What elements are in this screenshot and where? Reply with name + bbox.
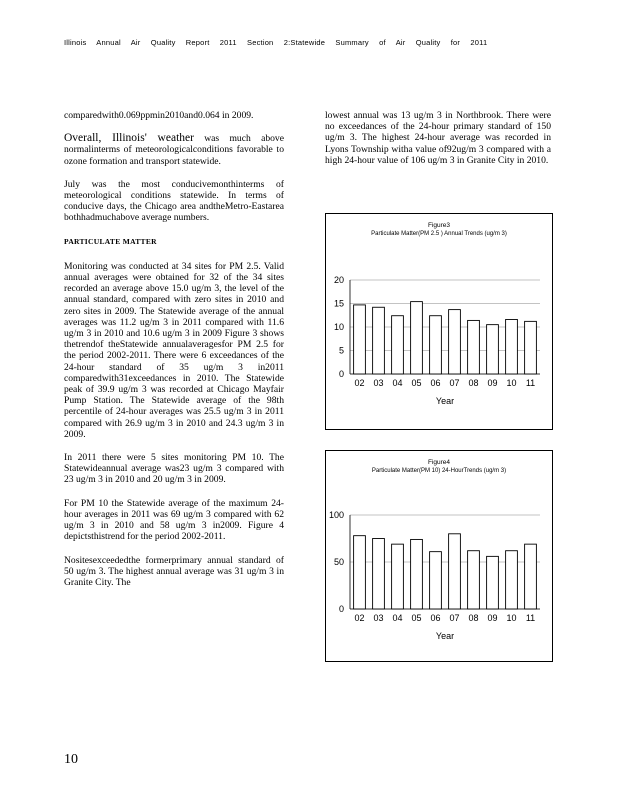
bar [506, 551, 518, 609]
bar [449, 310, 461, 374]
figure-4-subtitle: Particulate Matter(PM 10) 24-HourTrends (ug/m 3) [371, 468, 507, 474]
x-tick-label: 05 [411, 613, 422, 623]
paragraph-former-standard: Nositesexceededthe formerprimary annual standard of 50 ug/m 3. The highest annual average was 31 ug/m 3 in Granite City. The [64, 554, 284, 588]
overall-lead-text: Overall, Illinois' weather [64, 132, 194, 145]
bar [392, 316, 404, 374]
x-tick-label: 07 [449, 378, 460, 388]
bar [430, 316, 442, 374]
paragraph-pm10-continued: lowest annual was 13 ug/m 3 in Northbrook. There were no exceedances of the 24-hour primary standard of 150 ug/m 3. The highest 24-hour average was recorded in Lyons Township witha value of92ug/m 3 compared with a high 24-hour value of 106 ug/m 3 in Granite City in 2010. [325, 110, 551, 166]
y-tick-label: 0 [338, 604, 344, 614]
x-tick-label: 04 [392, 378, 403, 388]
x-tick-label: 02 [354, 613, 365, 623]
paragraph-pm10-sites: In 2011 there were 5 sites monitoring PM 10. The Statewideannual average was23 ug/m 3 compared with 23 ug/m 3 in 2010 and 20 ug/m 3 in 2009. [64, 452, 284, 486]
y-tick-label: 5 [338, 345, 344, 356]
bar [354, 305, 366, 374]
left-column [64, 110, 284, 600]
x-tick-label: 09 [487, 613, 498, 623]
y-tick-label: 100 [328, 510, 344, 520]
bar [411, 539, 423, 609]
bar [392, 544, 404, 609]
paragraph-pm10-maximum: For PM 10 the Statewide average of the maximum 24-hour averages in 2011 was 69 ug/m 3 compared with 62 ug/m 3 in 2010 and 58 ug/m 3 in2009. Figure 4 depictsthistrend for the period 2002-2011. [64, 497, 284, 543]
x-tick-label: 04 [392, 613, 403, 623]
paragraph-ozone-comparison: comparedwith0.069ppmin2010and0.064 in 2009. [64, 110, 254, 121]
x-tick-label: 06 [430, 613, 441, 623]
figure-4-chart [325, 450, 553, 662]
x-tick-label: 10 [506, 378, 517, 388]
bar [354, 536, 366, 609]
x-tick-label: 10 [506, 613, 517, 623]
bar [525, 544, 537, 609]
right-column [325, 110, 551, 176]
x-axis-label: Year [435, 631, 455, 641]
x-tick-label: 08 [468, 613, 479, 623]
section-heading-particulate: PARTICULATE MATTER [64, 236, 157, 246]
figure-3-title: Figure3 [427, 222, 451, 229]
x-tick-label: 05 [411, 378, 422, 388]
x-tick-label: 09 [487, 378, 498, 388]
y-tick-label: 10 [333, 322, 344, 332]
x-tick-label: 02 [354, 378, 365, 388]
paragraph-july: July was the most conducivemonthinterms of meteorological conditions statewide. In terms of conducive days, the Chicago area andtheMetro-Eastarea bothhadmuchabove average numbers. [64, 178, 284, 224]
figure-4-plot [326, 475, 552, 650]
x-tick-label: 06 [430, 378, 441, 388]
figure-3-chart [325, 213, 553, 430]
page-header: Illinois Annual Air Quality Report 2011 Section 2:Statewide Summary of Air Quality for 2011 [64, 38, 488, 47]
x-tick-label: 11 [525, 378, 536, 388]
x-tick-label: 03 [373, 613, 384, 623]
x-tick-label: 03 [373, 378, 384, 388]
bar [506, 319, 518, 374]
y-tick-label: 50 [333, 557, 344, 567]
bar [525, 321, 537, 374]
y-tick-label: 0 [338, 369, 344, 379]
figure-3-plot [326, 238, 552, 418]
bar [487, 325, 499, 374]
x-tick-label: 11 [525, 613, 536, 623]
bar [487, 556, 499, 609]
paragraph-overall-weather [64, 133, 284, 167]
bar [373, 307, 385, 374]
bar [468, 320, 480, 374]
bar [430, 552, 442, 609]
x-tick-label: 07 [449, 613, 460, 623]
overall-rest-text: was much above normalinterms of meteorologicalconditions favorable to ozone formation and transport statewide. [64, 133, 284, 167]
bar [411, 302, 423, 374]
bar [468, 551, 480, 609]
paragraph-pm25: Monitoring was conducted at 34 sites for PM 2.5. Valid annual averages were obtained for 32 of the 34 sites recorded an average above 15.0 ug/m 3, the level of the annual standard, compared with zero sites in 2010 and zero sites in 2009. The Statewide average of the annual averages was 11.2 ug/m 3 in 2011 compared with 11.6 ug/m 3 in 2010 and 10.6 ug/m 3 in 2009 Figure 3 shows thetrendof theStatewide annualaveragesfor PM 2.5 for the period 2002-2011. There were 6 exceedances of the 24-hour standard of 35 ug/m 3 in2011 comparedwith31exceedances in 2010. The Statewide peak of 39.9 ug/m 3 was recorded at Chicago Mayfair Pump Station. The Statewide average of the 98th percentile of 24-hour averages was 25.5 ug/m 3 in 2011 compared with 26.9 ug/m 3 in 2010 and 24.3 ug/m 3 in 2009. [64, 260, 284, 440]
figure-3-subtitle: Particulate Matter(PM 2.5 ) Annual Trends (ug/m 3) [371, 231, 507, 237]
bar [449, 534, 461, 609]
x-tick-label: 08 [468, 378, 479, 388]
page-number: 10 [64, 752, 78, 767]
x-axis-label: Year [435, 396, 455, 406]
figure-4-title: Figure4 [427, 459, 451, 466]
y-tick-label: 20 [333, 275, 344, 285]
y-tick-label: 15 [333, 298, 344, 309]
bar [373, 539, 385, 610]
